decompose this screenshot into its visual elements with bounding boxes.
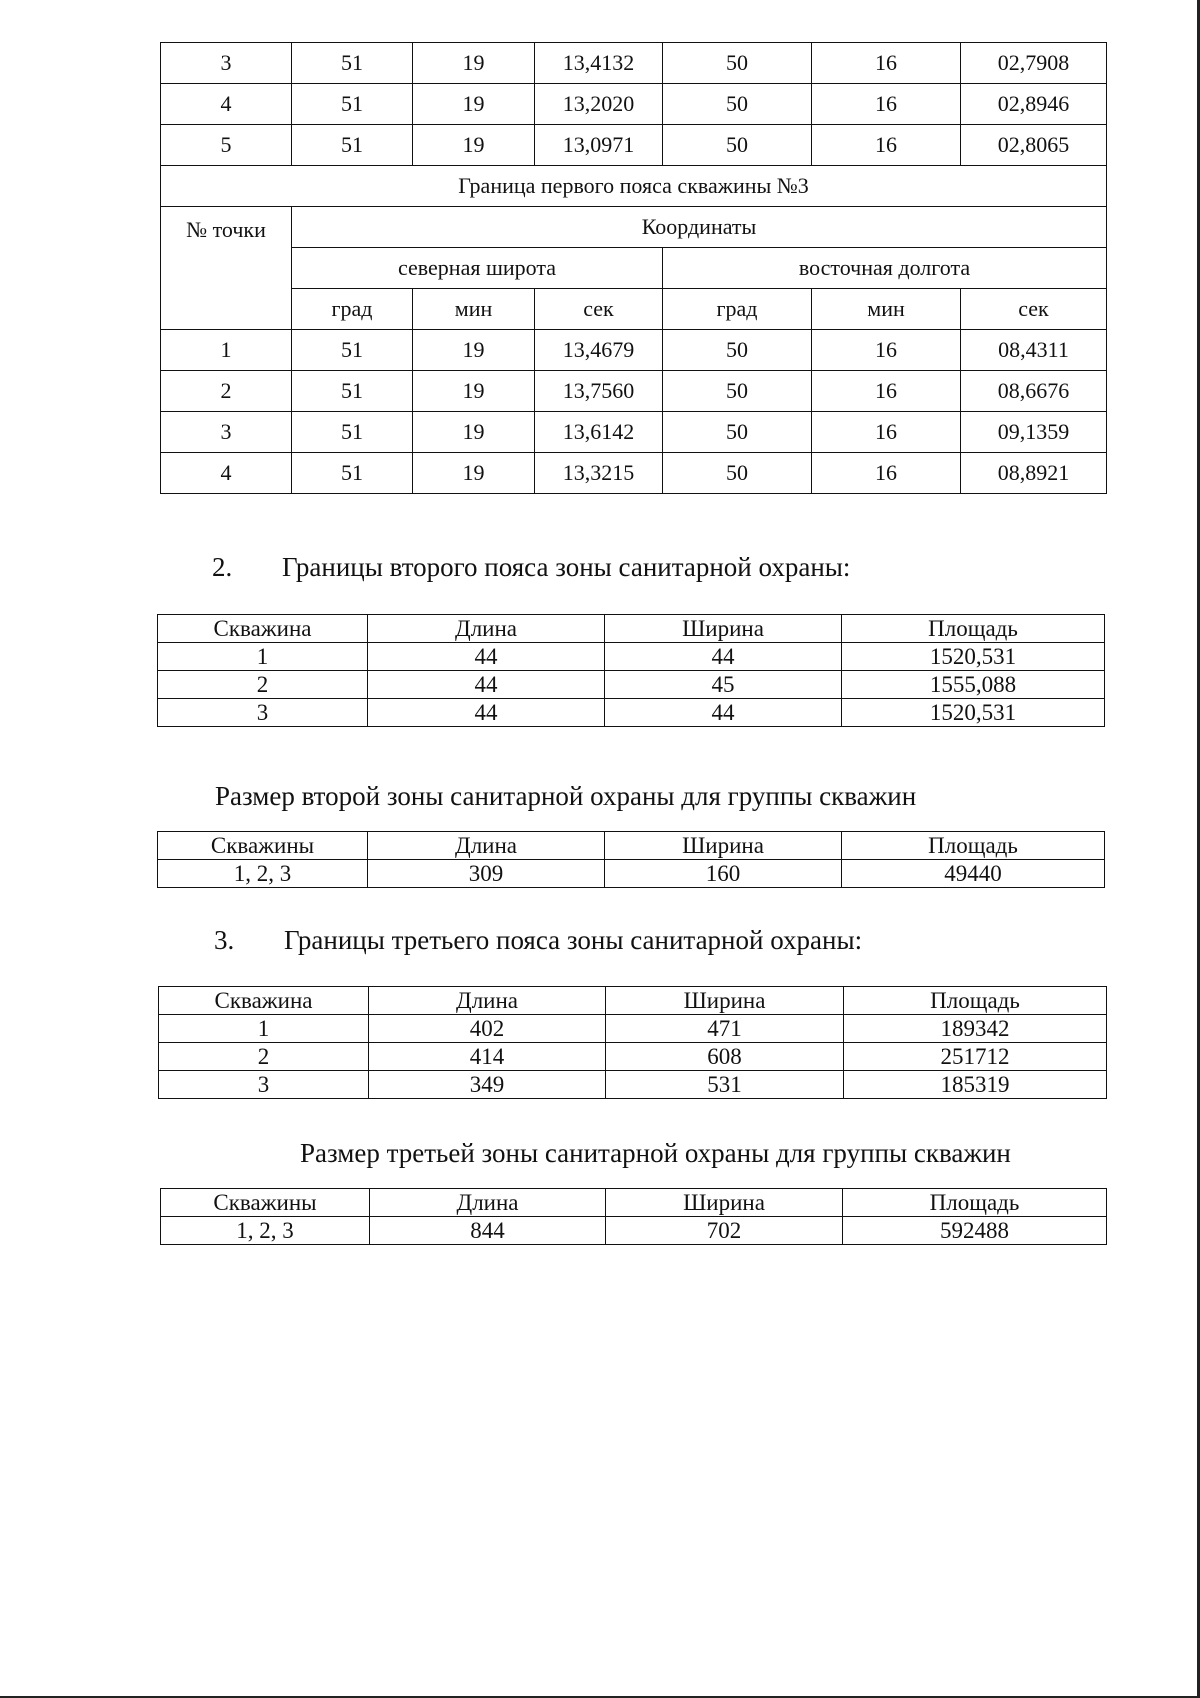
point-number-header: № точки xyxy=(161,207,292,330)
table-cell: 19 xyxy=(413,453,535,494)
table-cell: 49440 xyxy=(842,860,1105,888)
table-row xyxy=(161,43,1107,84)
table-cell: 1 xyxy=(158,643,368,671)
coordinates-header: Координаты xyxy=(292,207,1107,248)
table-row xyxy=(158,699,1105,727)
table-cell: 2 xyxy=(159,1043,369,1071)
table-cell: 50 xyxy=(663,84,812,125)
column-header: Скважины xyxy=(158,832,368,860)
table-cell: 3 xyxy=(161,43,292,84)
column-header: Ширина xyxy=(606,1189,843,1217)
table-cell: 50 xyxy=(663,43,812,84)
table-cell: 16 xyxy=(812,412,961,453)
column-header: Длина xyxy=(369,987,606,1015)
table-cell: 16 xyxy=(812,125,961,166)
table-cell: 608 xyxy=(606,1043,844,1071)
table-row xyxy=(159,1043,1107,1071)
zone2-group-table xyxy=(157,831,1105,888)
table-cell: 2 xyxy=(158,671,368,699)
table-cell: 50 xyxy=(663,125,812,166)
table-cell: 19 xyxy=(413,125,535,166)
table-cell: 51 xyxy=(292,125,413,166)
table-cell: 160 xyxy=(605,860,842,888)
unit-header: мин xyxy=(413,289,535,330)
table-cell: 251712 xyxy=(844,1043,1107,1071)
table-header-row xyxy=(161,207,1107,248)
table-row xyxy=(159,1071,1107,1099)
table-cell: 844 xyxy=(370,1217,606,1245)
table-cell: 13,4679 xyxy=(535,330,663,371)
table-header-row xyxy=(159,987,1107,1015)
table-cell: 1555,088 xyxy=(842,671,1105,699)
table-cell: 19 xyxy=(413,330,535,371)
table-cell: 13,4132 xyxy=(535,43,663,84)
table-cell: 16 xyxy=(812,330,961,371)
unit-header: град xyxy=(663,289,812,330)
table-cell: 13,7560 xyxy=(535,371,663,412)
table-cell: 08,4311 xyxy=(961,330,1107,371)
table-cell: 13,6142 xyxy=(535,412,663,453)
table-cell: 19 xyxy=(413,371,535,412)
table-row xyxy=(161,453,1107,494)
table-header-row xyxy=(158,832,1105,860)
table-cell: 5 xyxy=(161,125,292,166)
table-cell: 19 xyxy=(413,412,535,453)
table-header-row xyxy=(161,289,1107,330)
table-header-row xyxy=(161,248,1107,289)
table-row xyxy=(161,125,1107,166)
table-cell: 51 xyxy=(292,330,413,371)
unit-header: сек xyxy=(961,289,1107,330)
table-row xyxy=(161,371,1107,412)
table-cell: 1520,531 xyxy=(842,643,1105,671)
zone3-table xyxy=(158,986,1107,1099)
table-cell: 13,3215 xyxy=(535,453,663,494)
unit-header: сек xyxy=(535,289,663,330)
column-header: Площадь xyxy=(844,987,1107,1015)
table-cell: 08,6676 xyxy=(961,371,1107,412)
table-row xyxy=(161,330,1107,371)
table-cell: 02,8946 xyxy=(961,84,1107,125)
table-cell: 51 xyxy=(292,412,413,453)
column-header: Скважина xyxy=(158,615,368,643)
table-cell: 349 xyxy=(369,1071,606,1099)
table-cell: 19 xyxy=(413,84,535,125)
table-row xyxy=(161,84,1107,125)
table-cell: 1, 2, 3 xyxy=(158,860,368,888)
column-header: Скважины xyxy=(161,1189,370,1217)
table-cell: 414 xyxy=(369,1043,606,1071)
table-cell: 09,1359 xyxy=(961,412,1107,453)
table-cell: 02,7908 xyxy=(961,43,1107,84)
table-title: Граница первого пояса скважины №3 xyxy=(161,166,1107,207)
section-title: Границы третьего пояса зоны санитарной охраны: xyxy=(284,925,863,955)
zone2-table xyxy=(157,614,1105,727)
table-header-row xyxy=(158,615,1105,643)
section-number: 2. xyxy=(212,552,233,582)
table-cell: 3 xyxy=(159,1071,369,1099)
zone3-heading xyxy=(214,925,862,956)
table-cell: 44 xyxy=(368,671,605,699)
table-cell: 1 xyxy=(159,1015,369,1043)
table-cell: 51 xyxy=(292,43,413,84)
table-cell: 3 xyxy=(161,412,292,453)
column-header: Длина xyxy=(368,615,605,643)
table-cell: 16 xyxy=(812,43,961,84)
table-cell: 4 xyxy=(161,84,292,125)
table-row xyxy=(161,1217,1107,1245)
column-header: Площадь xyxy=(842,832,1105,860)
table-cell: 02,8065 xyxy=(961,125,1107,166)
table-cell: 592488 xyxy=(843,1217,1107,1245)
column-header: Площадь xyxy=(842,615,1105,643)
column-header: Скважина xyxy=(159,987,369,1015)
column-header: Длина xyxy=(370,1189,606,1217)
table-cell: 45 xyxy=(605,671,842,699)
table-row xyxy=(158,860,1105,888)
table-cell: 1, 2, 3 xyxy=(161,1217,370,1245)
table-cell: 44 xyxy=(368,699,605,727)
column-header: Длина xyxy=(368,832,605,860)
table-cell: 19 xyxy=(413,43,535,84)
table-cell: 16 xyxy=(812,453,961,494)
well-3-coordinates-table xyxy=(160,42,1107,494)
zone2-heading xyxy=(212,552,850,583)
table-cell: 402 xyxy=(369,1015,606,1043)
unit-header: град xyxy=(292,289,413,330)
column-header: Ширина xyxy=(606,987,844,1015)
table-row xyxy=(159,1015,1107,1043)
table-cell: 471 xyxy=(606,1015,844,1043)
table-row xyxy=(161,166,1107,207)
table-row xyxy=(161,412,1107,453)
table-cell: 50 xyxy=(663,453,812,494)
table-cell: 44 xyxy=(368,643,605,671)
table-cell: 309 xyxy=(368,860,605,888)
table-cell: 4 xyxy=(161,453,292,494)
table-row xyxy=(158,643,1105,671)
section-title: Границы второго пояса зоны санитарной охраны: xyxy=(282,552,851,582)
table-cell: 50 xyxy=(663,412,812,453)
table-cell: 702 xyxy=(606,1217,843,1245)
table-cell: 1 xyxy=(161,330,292,371)
table-header-row xyxy=(161,1189,1107,1217)
column-header: Ширина xyxy=(605,832,842,860)
table-cell: 13,2020 xyxy=(535,84,663,125)
table-cell: 2 xyxy=(161,371,292,412)
latitude-header: северная широта xyxy=(292,248,663,289)
unit-header: мин xyxy=(812,289,961,330)
column-header: Ширина xyxy=(605,615,842,643)
table-cell: 185319 xyxy=(844,1071,1107,1099)
table-cell: 189342 xyxy=(844,1015,1107,1043)
table-cell: 44 xyxy=(605,699,842,727)
table-cell: 16 xyxy=(812,84,961,125)
zone3-group-heading: Размер третьей зоны санитарной охраны для группы скважин xyxy=(300,1138,1011,1168)
table-row xyxy=(158,671,1105,699)
table-cell: 51 xyxy=(292,453,413,494)
table-cell: 1520,531 xyxy=(842,699,1105,727)
table-cell: 44 xyxy=(605,643,842,671)
table-cell: 16 xyxy=(812,371,961,412)
table-cell: 13,0971 xyxy=(535,125,663,166)
table-cell: 50 xyxy=(663,371,812,412)
zone2-group-heading: Размер второй зоны санитарной охраны для группы скважин xyxy=(215,781,917,811)
table-cell: 08,8921 xyxy=(961,453,1107,494)
section-number: 3. xyxy=(214,925,235,955)
table-cell: 531 xyxy=(606,1071,844,1099)
table-cell: 50 xyxy=(663,330,812,371)
longitude-header: восточная долгота xyxy=(663,248,1107,289)
table-cell: 51 xyxy=(292,371,413,412)
column-header: Площадь xyxy=(843,1189,1107,1217)
coord-top-rows xyxy=(161,43,1107,494)
table-cell: 51 xyxy=(292,84,413,125)
table-cell: 3 xyxy=(158,699,368,727)
zone3-group-table xyxy=(160,1188,1107,1245)
